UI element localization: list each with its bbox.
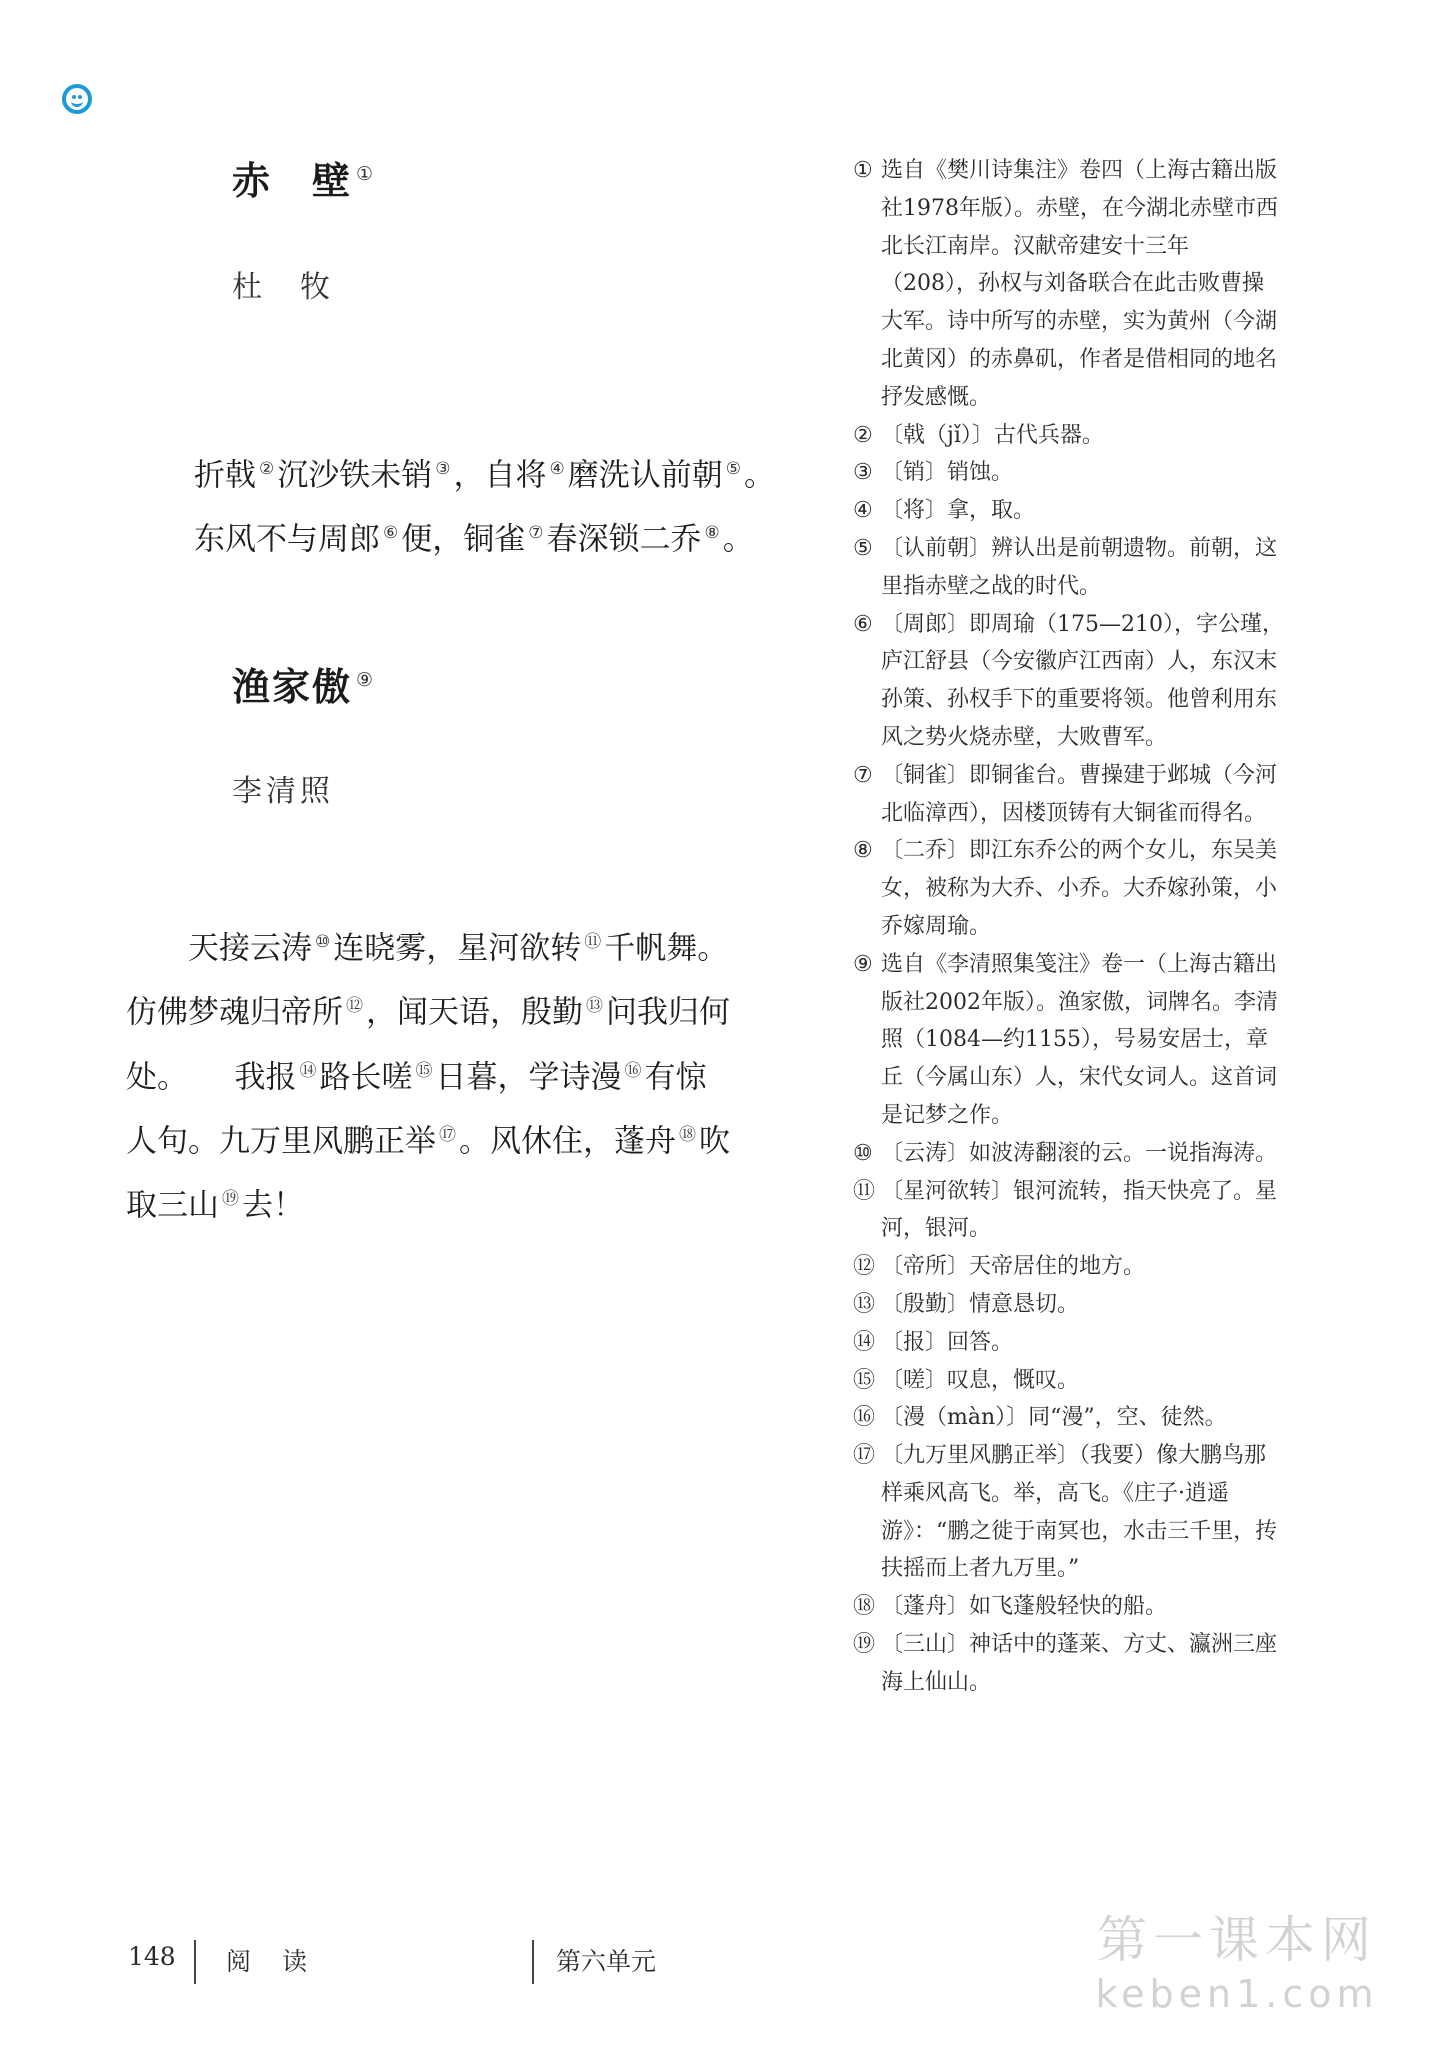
poem-text: ，自将 (453, 457, 547, 494)
unit-label: 第六单元 (556, 1947, 657, 1976)
note-item (853, 1626, 1285, 1702)
smiley-face-icon (62, 84, 92, 114)
note-text: 〔报〕回答。 (881, 1329, 1014, 1355)
note-number: ⑦ (853, 762, 873, 788)
note-ref: ④ (549, 459, 565, 479)
poem1-body (194, 440, 775, 569)
section-label: 阅 读 (226, 1947, 311, 1976)
note-item (853, 1135, 1285, 1173)
note-text: 〔将〕拿，取。 (881, 498, 1036, 524)
note-number: ② (853, 422, 873, 448)
note-item (853, 1248, 1285, 1286)
note-ref: ⑫ (346, 996, 363, 1017)
note-number: ⑪ (853, 1178, 876, 1204)
note-text: 〔销〕销蚀。 (881, 460, 1014, 486)
poem-line (126, 977, 730, 1041)
note-number: ⑩ (853, 1140, 873, 1166)
poem-text: 东风不与周郎 (194, 521, 380, 558)
poem-text: 日暮，学诗漫 (435, 1058, 622, 1095)
note-number: ⑧ (853, 838, 873, 864)
note-number: ⑯ (853, 1405, 876, 1431)
note-number: ⑨ (853, 951, 873, 977)
note-item (853, 454, 1285, 492)
note-text: 〔铜雀〕即铜雀台。曹操建于邺城（今河北临漳西），因楼顶铸有大铜雀而得名。 (881, 762, 1278, 826)
note-item (853, 1362, 1285, 1400)
note-item (853, 492, 1285, 530)
note-item (853, 417, 1285, 455)
poem-text: 天接云涛 (126, 930, 312, 967)
poem-text: 沉沙铁未销 (277, 457, 433, 494)
watermark (1092, 1900, 1382, 2016)
poem-text: 千帆舞。 (604, 930, 729, 967)
note-ref: ⑮ (415, 1060, 433, 1081)
note-ref: ⑥ (383, 523, 399, 544)
poem-line (126, 1106, 730, 1170)
poem-text: 仿佛梦魂归帝所 (126, 994, 343, 1031)
watermark-line2: keben1.com (1095, 1972, 1379, 2016)
note-ref: ⑬ (586, 996, 603, 1017)
poem-text: 人句。九万里风鹏正举 (126, 1123, 436, 1160)
note-item (853, 1437, 1285, 1588)
note-ref: ⑭ (299, 1060, 317, 1081)
note-number: ⑥ (853, 611, 873, 637)
note-number: ④ (853, 498, 873, 524)
poem-text: 磨洗认前朝 (567, 457, 723, 494)
note-item (853, 757, 1285, 833)
poem-line (194, 440, 775, 504)
poem-text: 处。 我报 (126, 1058, 297, 1095)
note-text: 〔三山〕神话中的蓬莱、方丈、瀛洲三座海上仙山。 (881, 1632, 1278, 1695)
note-item (853, 1286, 1285, 1324)
note-number: ① (853, 158, 873, 183)
poem-text: 春深锁二乔 (546, 521, 702, 558)
note-text: 〔帝所〕天帝居住的地方。 (881, 1254, 1146, 1280)
poem-text: 便，铜雀 (401, 521, 526, 558)
note-number: ⑫ (853, 1254, 876, 1280)
poem-text: 连晓雾，星河欲转 (333, 930, 582, 967)
note-text: 〔星河欲转〕银河流转，指天快亮了。星河，银河。 (881, 1178, 1278, 1242)
poem-text: ，闻天语，殷勤 (366, 994, 583, 1031)
note-ref: ⑩ (315, 932, 331, 952)
note-ref: ⑱ (679, 1124, 696, 1145)
note-text: 〔九万里风鹏正举〕（我要）像大鹏鸟那样乘风高飞。举，高飞。《庄子·逍遥游》：“鹏之徙于南冥也，水击三千里，抟扶摇而上者九万里。” (881, 1443, 1278, 1582)
note-ref: ⑧ (704, 523, 720, 544)
footer-divider (532, 1940, 534, 1984)
footer-divider (194, 1940, 196, 1984)
note-ref: ⑰ (439, 1124, 456, 1145)
poem-text: 吹 (699, 1123, 730, 1160)
note-text: 〔殷勤〕情意恳切。 (881, 1291, 1080, 1317)
poem-text: 。 (722, 521, 754, 558)
note-text: 〔二乔〕即江东乔公的两个女儿，东吴美女，被称为大乔、小乔。大乔嫁孙策，小乔嫁周瑜。 (881, 838, 1278, 939)
note-item (853, 1324, 1285, 1362)
note-ref: ③ (435, 459, 451, 479)
note-item (853, 1173, 1285, 1249)
note-ref: ⑤ (725, 459, 741, 479)
note-text: 〔蓬舟〕如飞蓬般轻快的船。 (881, 1594, 1168, 1620)
note-text: 选自《李清照集笺注》卷一（上海古籍出版社2002年版）。渔家傲，词牌名。李清照（1084—约1155），号易安居士，章丘（今属山东）人，宋代女词人。这首词是记梦之作。 (881, 951, 1278, 1128)
note-ref: ⑦ (528, 523, 544, 544)
note-number: ⑤ (853, 535, 873, 561)
poem-line (194, 504, 775, 568)
note-item (853, 1588, 1285, 1626)
note-ref: ⑯ (624, 1060, 642, 1081)
note-text: 〔戟（jǐ）〕古代兵器。 (881, 422, 1104, 448)
note-ref: ② (259, 459, 275, 479)
poem1-author: 杜 牧 (232, 270, 334, 305)
note-text: 选自《樊川诗集注》卷四（上海古籍出版社1978年版）。赤壁，在今湖北赤壁市西北长江南岸。汉献帝建安十三年（208），孙权与刘备联合在此击败曹操大军。诗中所写的赤壁，实为黄州（今湖北黄冈）的赤鼻矶，作者是借相同的地名抒发感慨。 (881, 158, 1278, 410)
poem-text: 取三山 (126, 1187, 219, 1224)
poem-text: 问我归何 (606, 994, 730, 1031)
note-item (853, 1399, 1285, 1437)
note-number: ⑲ (853, 1632, 876, 1658)
note-number: ③ (853, 460, 873, 486)
poem-text: 折戟 (194, 457, 256, 494)
poem-text: 。风休住，蓬舟 (459, 1123, 676, 1160)
note-number: ⑰ (853, 1443, 876, 1469)
note-item (853, 530, 1285, 606)
note-item (853, 606, 1285, 757)
note-ref: ⑲ (222, 1189, 239, 1210)
poem-text: 去！ (242, 1187, 304, 1224)
note-text: 〔认前朝〕辨认出是前朝遗物。前朝，这里指赤壁之战的时代。 (881, 535, 1278, 599)
note-item (853, 832, 1285, 945)
page-number: 148 (128, 1942, 176, 1971)
note-ref: ⑪ (584, 932, 602, 952)
poem-line (126, 1042, 730, 1106)
poem2-author: 李清照 (232, 774, 334, 809)
note-number: ⑮ (853, 1367, 876, 1393)
poem-text: 有惊 (644, 1058, 707, 1095)
note-text: 〔周郎〕即周瑜（175—210），字公瑾，庐江舒县（今安徽庐江西南）人，东汉末孙策、孙权手下的重要将领。他曾利用东风之势火烧赤壁，大败曹军。 (881, 611, 1284, 750)
poem2-title-note: ⑨ (356, 669, 376, 692)
annotation-notes (853, 152, 1285, 1702)
poem2-title: 渔家傲 ⑨ (232, 664, 376, 709)
poem-text: 路长嗟 (319, 1058, 413, 1095)
poem2-body (126, 913, 730, 1235)
note-item (853, 152, 1285, 417)
poem1-title-note: ① (356, 163, 376, 186)
note-text: 〔漫（màn）〕同“漫”，空、徒然。 (881, 1405, 1227, 1431)
note-number: ⑱ (853, 1594, 876, 1620)
poem-line (126, 913, 730, 977)
poem-text: 。 (744, 457, 775, 494)
poem1-title: 赤 壁 ① (232, 158, 376, 203)
note-text: 〔云涛〕如波涛翻滚的云。一说指海涛。 (881, 1140, 1278, 1166)
watermark-line1: 第一课本网 (1097, 1911, 1377, 1969)
note-item (853, 946, 1285, 1135)
poem-line (126, 1170, 730, 1234)
note-number: ⑭ (853, 1329, 876, 1355)
note-text: 〔嗟〕叹息，慨叹。 (881, 1367, 1080, 1393)
note-number: ⑬ (853, 1291, 876, 1317)
